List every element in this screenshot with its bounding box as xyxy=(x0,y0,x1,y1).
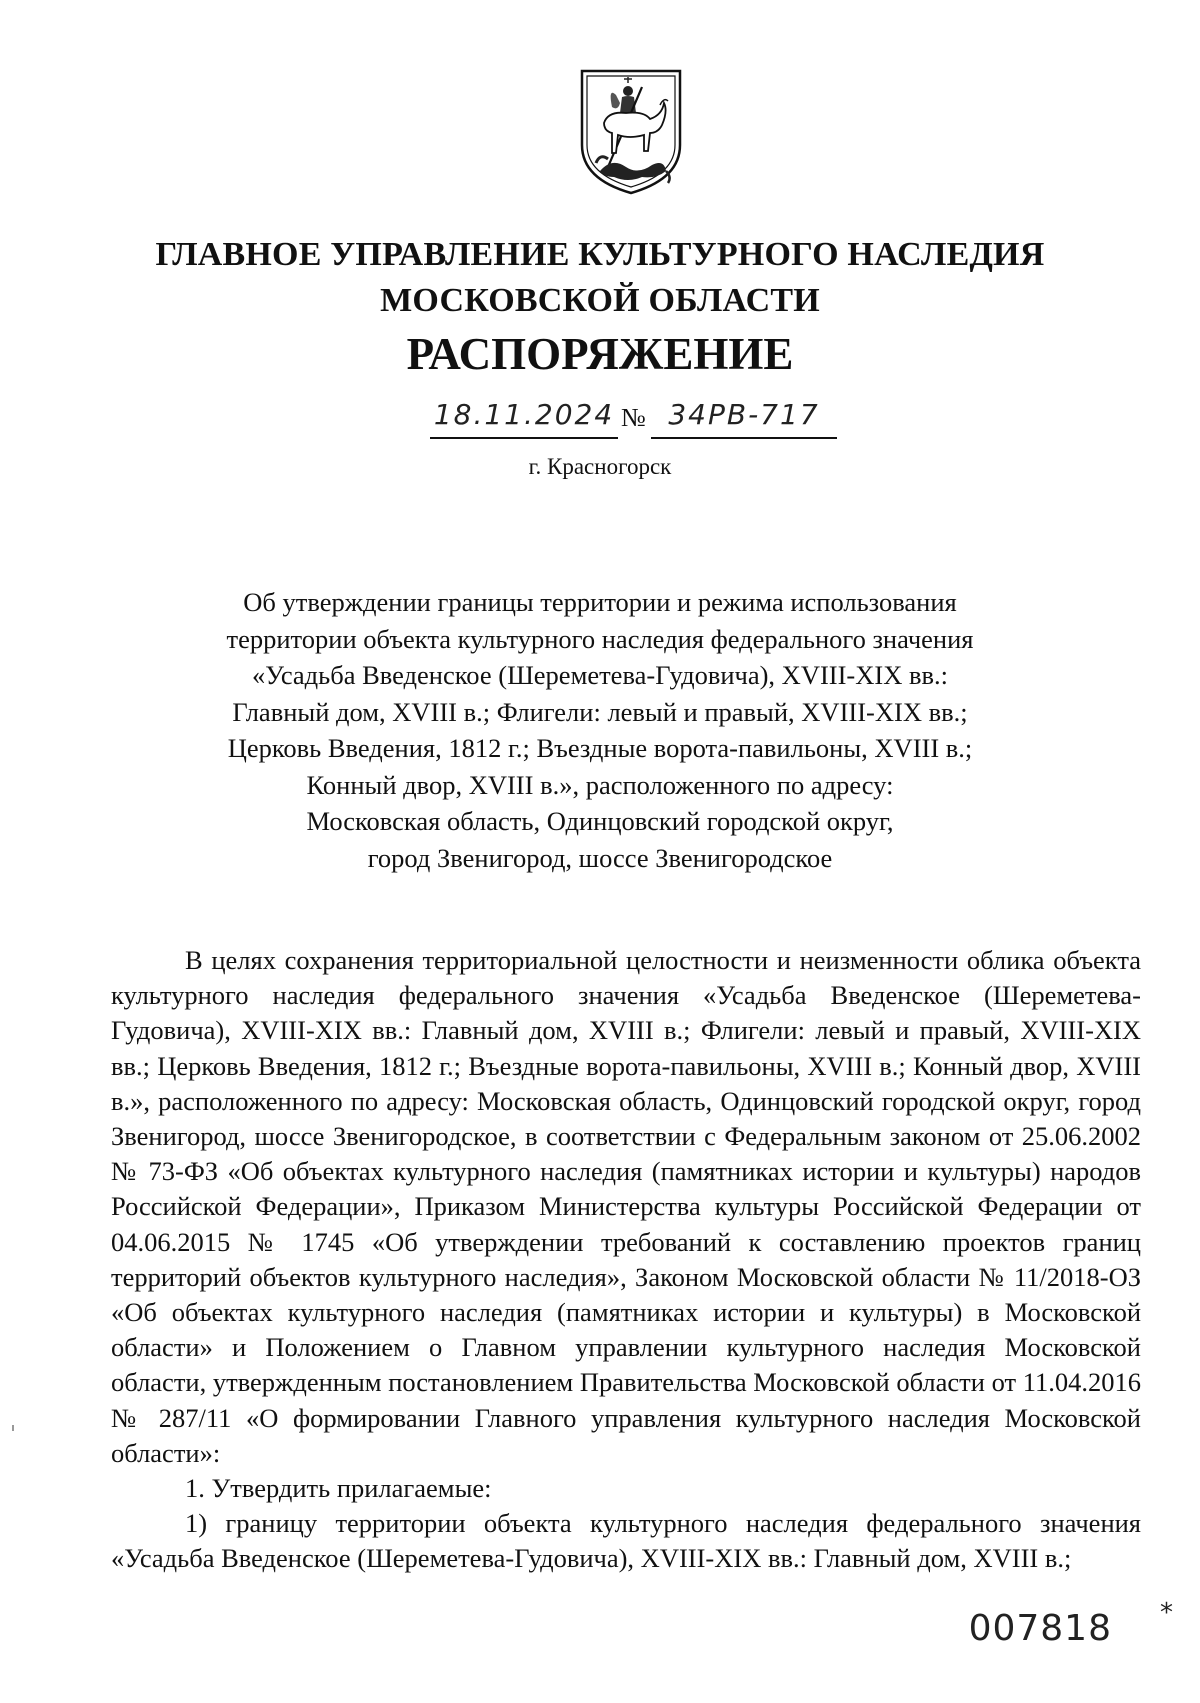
document-subject xyxy=(150,584,1050,876)
margin-mark xyxy=(12,1425,14,1431)
number-sign: № xyxy=(621,403,646,432)
subject-line: Главный дом, XVIII в.; Флигели: левый и правый, XVIII-XIX вв.; xyxy=(232,696,968,727)
document-number: 34РВ-717 xyxy=(651,397,837,439)
document-city: г. Красногорск xyxy=(528,454,672,479)
subject-line: Об утверждении границы территории и режима использования xyxy=(243,587,957,617)
serial-asterisk: * xyxy=(1160,1598,1173,1628)
organization-name xyxy=(100,232,1100,324)
document-date: 18.11.2024 xyxy=(430,397,618,439)
body-paragraph-subitem-1: 1) границу территории объекта культурного наследия федерального значения «Усадьба Введенское (Шереметева-Гудовича), XVIII-XIX вв.: Главный дом, XVIII в.; xyxy=(111,1508,1141,1574)
coat-of-arms-icon xyxy=(578,67,684,197)
subject-line: Церковь Введения, 1812 г.; Въездные ворота-павильоны, XVIII в.; xyxy=(227,733,973,763)
document-body xyxy=(111,943,1141,1577)
document-serial-number: 007818 xyxy=(968,1608,1112,1649)
body-paragraph-item-1: 1. Утвердить прилагаемые: xyxy=(185,1473,492,1504)
subject-line: территории объекта культурного наследия федерального значения xyxy=(226,623,974,654)
body-paragraph-preamble: В целях сохранения территориальной целостности и неизменности облика объекта культурного наследия федерального значения «Усадьба Введенское (Шереметева-Гудовича), XVIII-XIX вв.: Главный дом, XVIII в.; Флигели: левый и правый, XVIII-XIX вв.; Церковь Введения, 1812 г.; Въездные ворота-павильоны, XVIII в.; Конный двор, XVIII в.», расположенного по адресу: Московская область, Одинцовский городской округ, город Звенигород, шоссе Звенигородское, в соответствии с Федеральным законом от 25.06.2002 № 73-ФЗ «Об объектах культурного наследия (памятниках истории и культуры) народов Российской Федерации», Приказом Министерства культуры Российской Федерации от 04.06.2015 № 1745 «Об утверждении требований к составлению проектов границ территорий объектов культурного наследия», Законом Московской области № 11/2018-ОЗ «Об объектах культурного наследия (памятниках истории и культуры) в Московской области» и Положением о Главном управлении культурного наследия Московской области, утвержденным постановлением Правительства Московской области от 11.04.2016 № 287/11 «О формировании Главного управления культурного наследия Московской области»: xyxy=(111,945,1141,1468)
subject-line: Московская область, Одинцовский городской округ, xyxy=(306,806,894,836)
organization-line-1: ГЛАВНОЕ УПРАВЛЕНИЕ КУЛЬТУРНОГО НАСЛЕДИЯ xyxy=(155,236,1045,273)
subject-line: «Усадьба Введенское (Шереметева-Гудовича), XVIII-XIX вв.: xyxy=(252,660,948,690)
coat-of-arms-emblem xyxy=(578,67,684,197)
organization-line-2: МОСКОВСКОЙ ОБЛАСТИ xyxy=(380,282,820,319)
subject-line: город Звенигород, шоссе Звенигородское xyxy=(367,842,833,873)
document-type-title: РАСПОРЯЖЕНИЕ xyxy=(406,329,794,379)
subject-line: Конный двор, XVIII в.», расположенного по адресу: xyxy=(306,769,894,800)
